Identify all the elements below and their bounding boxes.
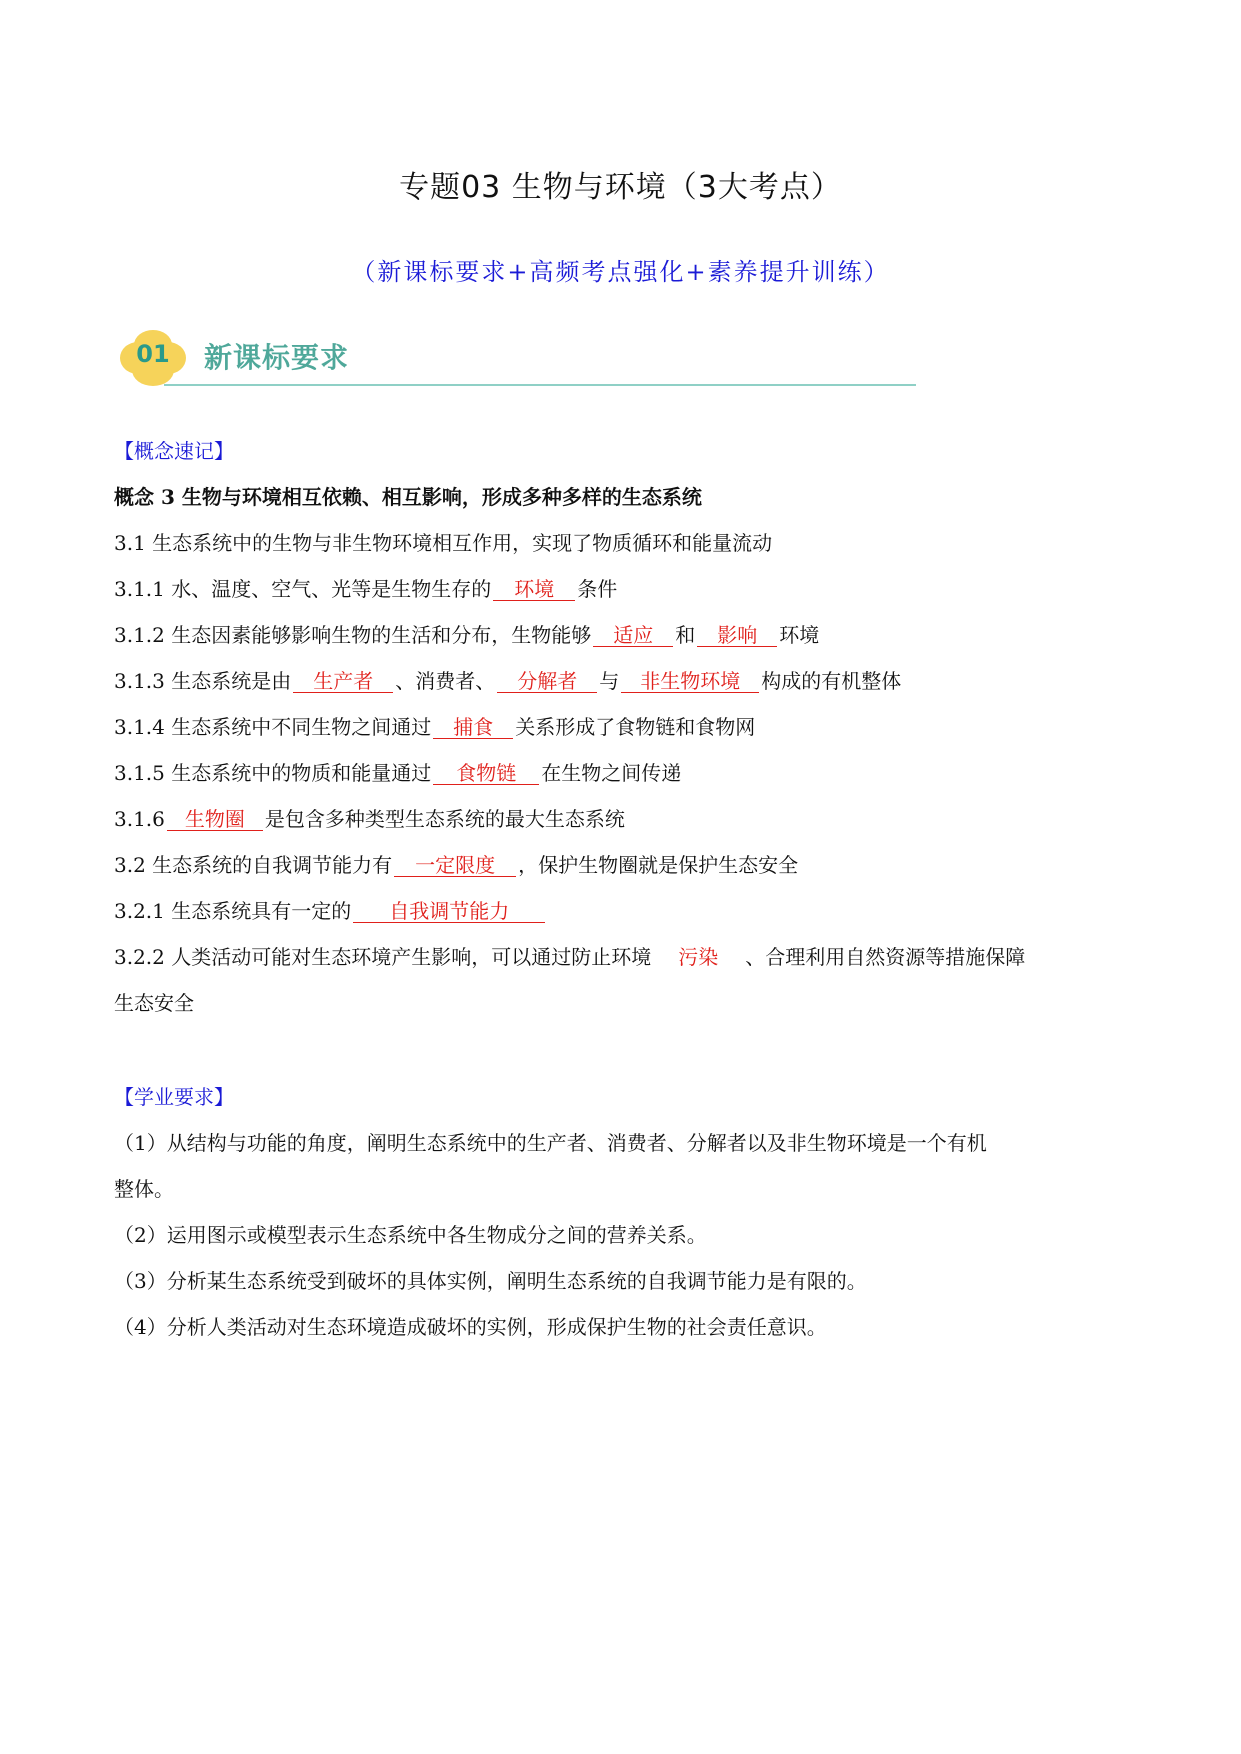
- line-text: 3.2 生态系统的自我调节能力有: [114, 853, 393, 877]
- line-text: 3.1.6: [114, 807, 165, 831]
- concept-line: [114, 566, 1134, 612]
- concepts-heading: 【概念速记】: [114, 439, 234, 463]
- line-text: 3.2.2 人类活动可能对生态环境产生影响，可以通过防止环境: [114, 945, 652, 969]
- answer-blank: 适应: [593, 624, 673, 647]
- answer-blank: 一定限度: [394, 854, 516, 877]
- line-text: 3.1.1 水、温度、空气、光等是生物生存的: [114, 577, 492, 601]
- concept-line: [114, 520, 1134, 566]
- concept-line: [114, 612, 1134, 658]
- line-text: 3.1.2 生态因素能够影响生物的生活和分布，生物能够: [114, 623, 592, 647]
- requirement-item: （2）运用图示或模型表示生态系统中各生物成分之间的营养关系。: [114, 1223, 707, 1247]
- page-title: 专题03 生物与环境（3大考点）: [399, 170, 842, 205]
- line-text: 在生物之间传递: [541, 761, 682, 785]
- answer-blank: 自我调节能力: [353, 900, 545, 923]
- line-text: 和: [675, 623, 696, 647]
- concept-line: [114, 658, 1134, 704]
- line-text: 3.1 生态系统中的生物与非生物环境相互作用，实现了物质循环和能量流动: [114, 531, 773, 555]
- requirement-item: （3）分析某生态系统受到破坏的具体实例，阐明生态系统的自我调节能力是有限的。: [114, 1269, 867, 1293]
- requirement-item: 整体。: [114, 1177, 174, 1201]
- answer-blank: 环境: [493, 578, 575, 601]
- line-text: 3.1.3 生态系统是由: [114, 669, 292, 693]
- document-body: [114, 428, 1134, 1350]
- concept-line: [114, 796, 1134, 842]
- requirement-item: （4）分析人类活动对生态环境造成破坏的实例，形成保护生物的社会责任意识。: [114, 1315, 827, 1339]
- line-text: ，保护生物圈就是保护生态安全: [518, 853, 799, 877]
- answer-blank: 影响: [697, 624, 777, 647]
- line-text: 条件: [577, 577, 618, 601]
- concept-line: [114, 934, 1134, 980]
- concept-line-continued: [114, 980, 1134, 1026]
- concept-line: [114, 842, 1134, 888]
- line-text: 关系形成了食物链和食物网: [515, 715, 756, 739]
- answer-blank: 分解者: [497, 670, 597, 693]
- line-text: 3.2.1 生态系统具有一定的: [114, 899, 352, 923]
- spacer: [114, 1026, 1134, 1074]
- requirement-item: （1）从结构与功能的角度，阐明生态系统中的生产者、消费者、分解者以及非生物环境是一个有机: [114, 1131, 987, 1155]
- line-text: 环境: [779, 623, 820, 647]
- page-subtitle: （新课标要求+高频考点强化+素养提升训练）: [351, 258, 890, 286]
- line-text: 与: [599, 669, 620, 693]
- concept-line: [114, 750, 1134, 796]
- answer-blank: 非生物环境: [621, 670, 759, 693]
- line-text: 、消费者、: [395, 669, 496, 693]
- line-text: 是包含多种类型生态系统的最大生态系统: [264, 807, 625, 831]
- answer-blank: 食物链: [433, 762, 539, 785]
- section-label: 新课标要求: [204, 341, 350, 374]
- line-text: 构成的有机整体: [761, 669, 902, 693]
- line-text: 3.1.4 生态系统中不同生物之间通过: [114, 715, 432, 739]
- concept-line: [114, 888, 1134, 934]
- section-number: 01: [136, 340, 170, 368]
- section-divider: [164, 384, 916, 386]
- answer-blank: 捕食: [433, 716, 513, 739]
- line-text: 3.1.5 生态系统中的物质和能量通过: [114, 761, 432, 785]
- requirements-heading: 【学业要求】: [114, 1085, 234, 1109]
- answer-blank: 生物圈: [167, 808, 263, 831]
- line-text: 、合理利用自然资源等措施保障: [745, 945, 1026, 969]
- line-text: 生态安全: [114, 991, 194, 1015]
- concept-line: [114, 704, 1134, 750]
- concept-title: 概念 3 生物与环境相互依赖、相互影响，形成多种多样的生态系统: [114, 485, 702, 509]
- answer-blank: 生产者: [293, 670, 393, 693]
- section-banner: [120, 322, 920, 392]
- answer-blank: 污染: [678, 945, 719, 969]
